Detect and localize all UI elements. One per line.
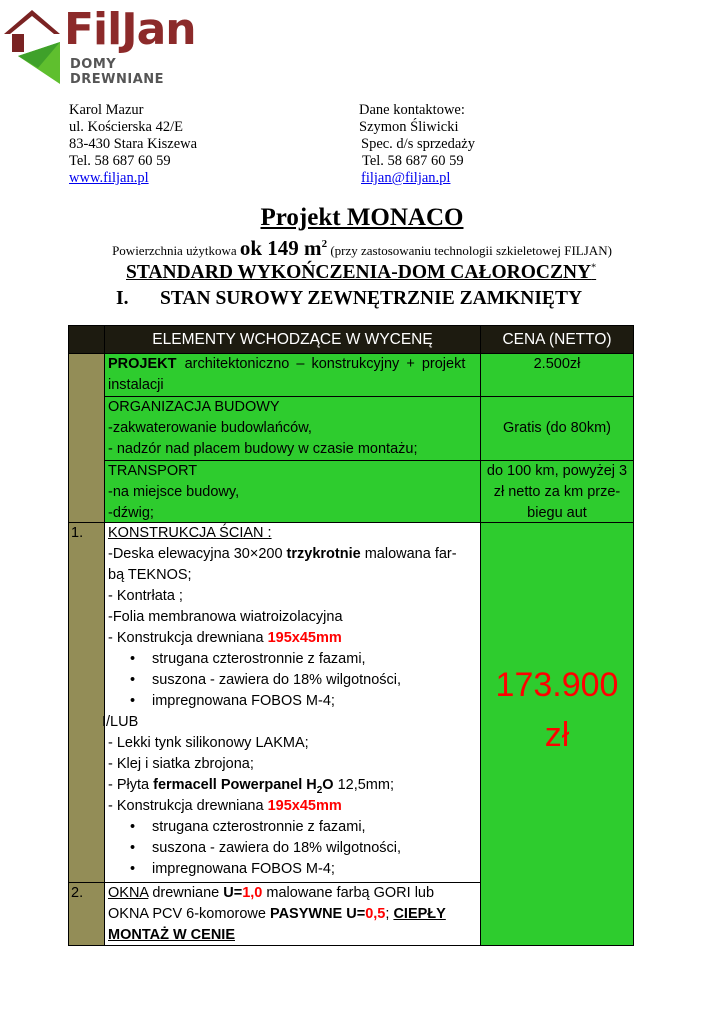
organizacja-line1: ORGANIZACJA BUDOWY [108, 399, 280, 415]
contact-heading: Dane kontaktowe: [359, 102, 465, 118]
transport-price-line2: zł netto za km prze- [493, 484, 621, 500]
organizacja-line3: - nadzór nad placem budowy w czasie montażu; [108, 441, 418, 457]
projekt-line2: instalacji [108, 377, 164, 393]
konstrukcja-heading: KONSTRUKCJA ŚCIAN : [108, 525, 272, 541]
area-value: ok 149 $m^2$ [239, 236, 328, 260]
contact-phone-2: Tel. 58 687 60 59 [362, 153, 464, 169]
organizacja-line2: -zakwaterowanie budowlańców, [108, 420, 312, 436]
ilub-line: I/LUB [102, 714, 139, 730]
row-number-1: 1. [68, 522, 105, 883]
projekt-line1: PROJEKT architektoniczno – konstrukcyjny + projekt [108, 356, 466, 372]
bullet-item: • impregnowana FOBOS M-4; [152, 691, 335, 712]
contact-name: Karol Mazur [69, 102, 144, 118]
bullet-item: • suszona - zawiera do 18% wilgotności, [152, 670, 401, 691]
page-title: Projekt MONACO [260, 204, 464, 231]
konstrukcja-row [104, 522, 481, 883]
okna-row [104, 882, 481, 946]
header-items-cell: ELEMENTY WCHODZĄCE W WYCENĘ [104, 325, 481, 354]
total-currency: zł [544, 716, 570, 754]
plyta-line: - Płyta fermacell Powerpanel $H_2O$ 12,5mm; [108, 777, 394, 796]
bullet-item: • strugana czterostronnie z fazami, [152, 649, 366, 670]
left-contact [69, 102, 197, 187]
contact-street: ul. Kościerska 42/E [69, 119, 183, 135]
email-link[interactable]: filjan@filjan.pl [361, 170, 451, 186]
okna-line2: OKNA PCV 6-komorowe PASYWNE U=0,5; CIEPŁY [108, 906, 446, 922]
transport-price-line3: biegu aut [527, 505, 587, 521]
total-price: 173.900 [495, 666, 619, 704]
area-line [0, 236, 724, 261]
area-suffix: (przy zastosowaniu technologii szkieletowej FILJAN) [330, 243, 612, 258]
bullet-item: • impregnowana FOBOS M-4; [152, 859, 335, 880]
organizacja-price: Gratis (do 80km) [480, 396, 634, 461]
section-label: STAN SUROWY ZEWNĘTRZNIE ZAMKNIĘTY [160, 288, 583, 309]
transport-line3: -dźwig; [108, 505, 154, 521]
transport-price [480, 460, 634, 523]
projekt-price: 2.500zł [480, 353, 634, 397]
deska-line: -Deska elewacyjna 30×200 trzykrotnie malowana far- [108, 546, 457, 562]
contact-role: Spec. d/s sprzedaży [361, 136, 475, 152]
standard-heading: STANDARD WYKOŃCZENIA-DOM CAŁOROCZNY* [126, 262, 597, 283]
house-logo-icon [2, 4, 72, 84]
total-price-cell [480, 522, 634, 946]
deska-line-2: bą TEKNOS; [108, 567, 192, 583]
transport-line1: TRANSPORT [108, 463, 198, 479]
contact-phone: Tel. 58 687 60 59 [69, 153, 171, 169]
section-number: I. [116, 288, 129, 309]
folia-line: -Folia membranowa wiatroizolacyjna [108, 609, 343, 625]
projekt-row [104, 353, 481, 397]
contact-city: 83-430 Stara Kiszewa [69, 136, 198, 152]
contact-person: Szymon Śliwicki [359, 119, 459, 135]
transport-row [104, 460, 481, 523]
header-price-cell: CENA (NETTO) [480, 325, 634, 354]
bullet-item: • strugana czterostronnie z fazami, [152, 817, 366, 838]
okna-line3: MONTAŻ W CENIE [108, 927, 235, 943]
right-contact [359, 102, 475, 187]
organizacja-row [104, 396, 481, 461]
area-prefix: Powierzchnia użytkowa [112, 243, 237, 258]
logo-name: FilJan [64, 4, 196, 55]
okna-line1: OKNA drewniane U=1,0 malowane farbą GORI lub [108, 885, 435, 901]
num-cell-empty [68, 353, 105, 523]
company-logo [2, 4, 212, 87]
transport-line2: -na miejsce budowy, [108, 484, 240, 500]
klej-line: - Klej i siatka zbrojona; [108, 756, 254, 772]
konstrukcja-drewniana-1: - Konstrukcja drewniana 195x45mm [108, 630, 342, 646]
section-heading [116, 288, 582, 310]
row-number-2: 2. [68, 882, 105, 946]
logo-tagline: DOMY DREWNIANE [70, 57, 165, 87]
footnote-mark: * [591, 262, 597, 274]
transport-price-line1: do 100 km, powyżej 3 [486, 463, 628, 479]
bullet-item: • suszona - zawiera do 18% wilgotności, [152, 838, 401, 859]
header-num-cell [68, 325, 105, 354]
tynk-line: - Lekki tynk silikonowy LAKMA; [108, 735, 309, 751]
konstrukcja-drewniana-2: - Konstrukcja drewniana 195x45mm [108, 798, 342, 814]
website-link[interactable]: www.filjan.pl [69, 170, 149, 186]
kontrlata-line: - Kontrłata ; [108, 588, 183, 604]
